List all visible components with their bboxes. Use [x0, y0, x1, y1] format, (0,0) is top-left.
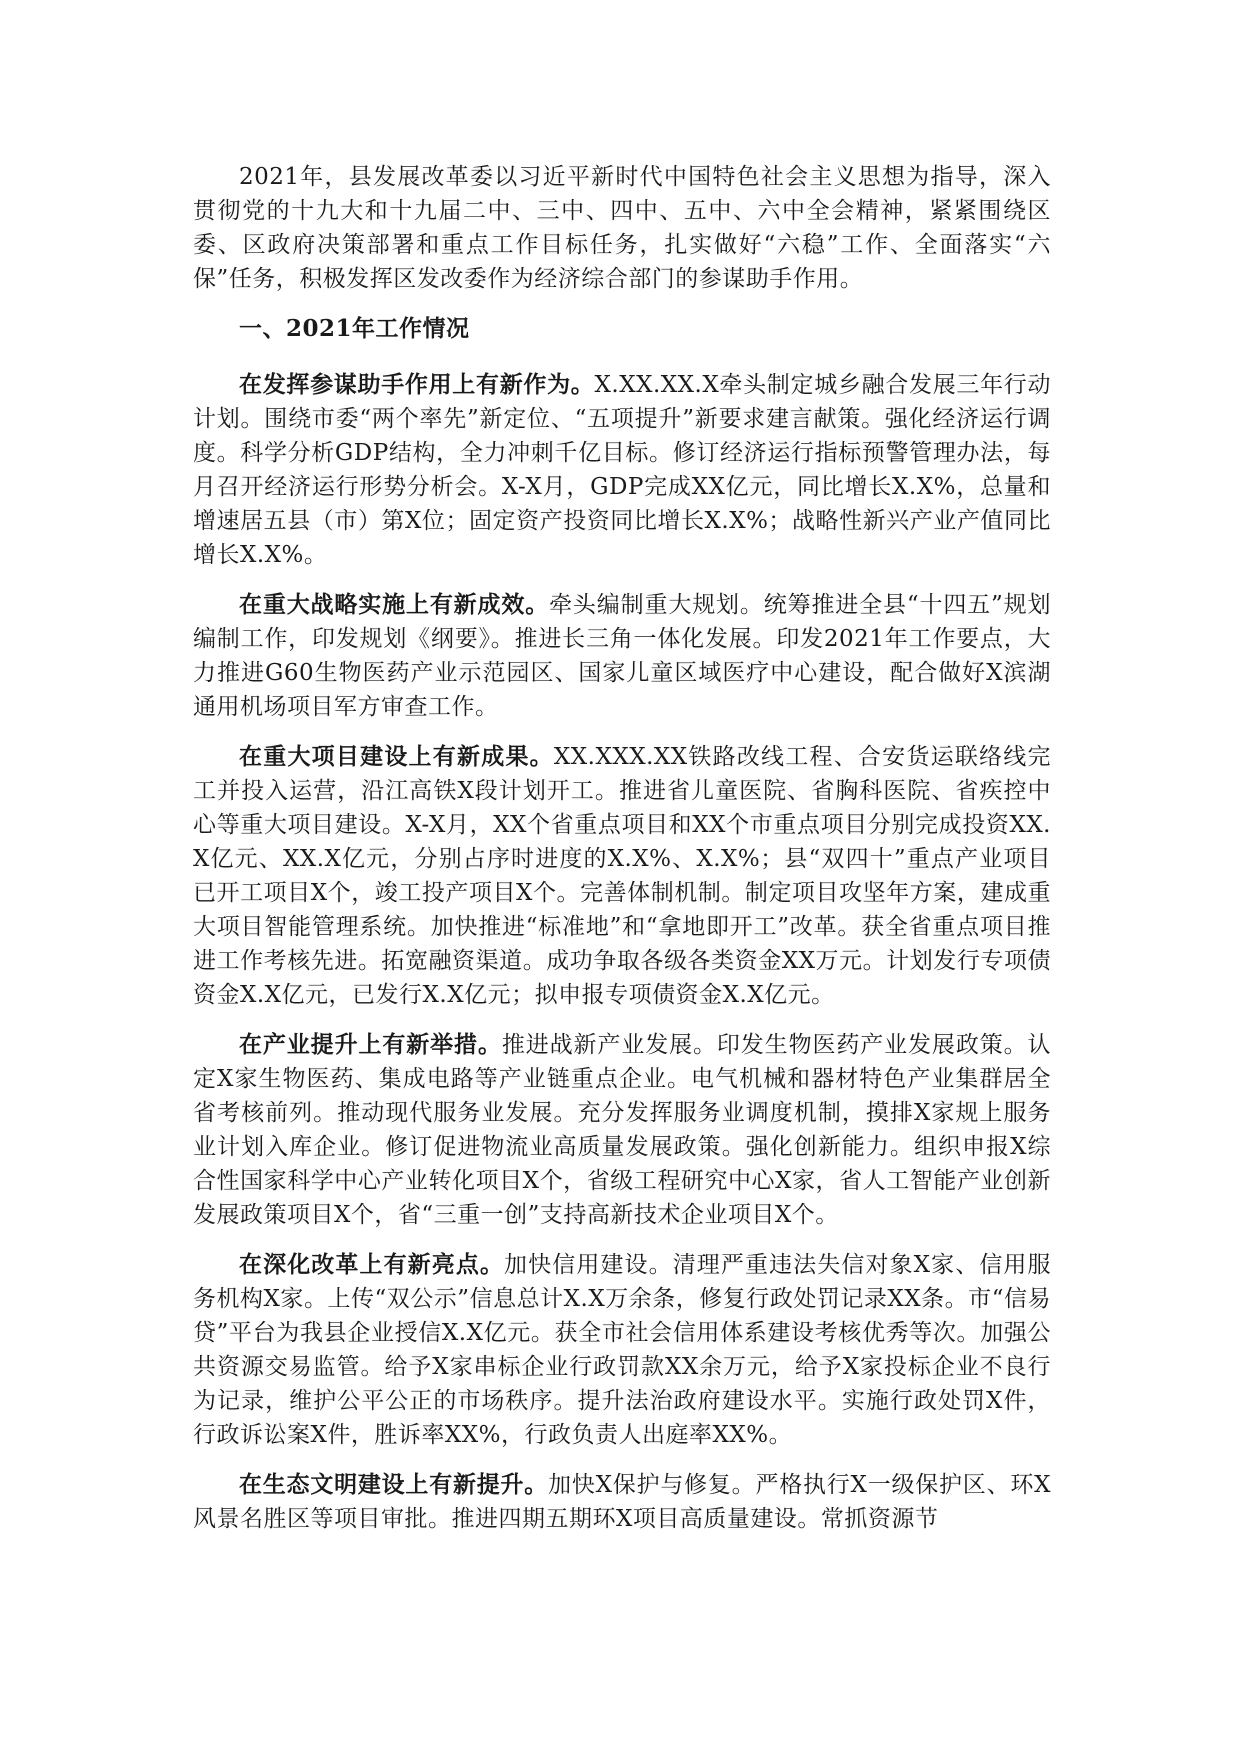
- document-page: [193, 160, 1051, 1552]
- intro-paragraph: 2021年，县发展改革委以习近平新时代中国特色社会主义思想为指导，深入贯彻党的十九大和十九届二中、三中、四中、五中、六中全会精神，紧紧围绕区委、区政府决策部署和重点工作目标任务，扎实做好“六稳”工作、全面落实“六保”任务，积极发挥区发改委作为经济综合部门的参谋助手作用。: [193, 164, 1051, 292]
- section-heading: 一、2021年工作情况: [239, 315, 470, 342]
- section-body: 加快X保护与修复。严格执行X一级保护区、环X风景名胜区等项目审批。推进四期五期环X项目高质量建设。常抓资源节: [193, 1472, 1052, 1532]
- section-body: XX.XXX.XX铁路改线工程、合安货运联络线完工并投入运营，沿江高铁X段计划开工。推进省儿童医院、省胸科医院、省疾控中心等重大项目建设。X-X月，XX个省重点项目和XX个市重点项目分别完成投资XX.X亿元、XX.X亿元，分别占序时进度的X.X%、X.X%；县“双四十”重点产业项目已开工项目X个，竣工投产项目X个。完善体制机制。制定项目攻坚年方案，建成重大项目智能管理系统。加快推进“标准地”和“拿地即开工”改革。获全省重点项目推进工作考核先进。拓宽融资渠道。成功争取各级各类资金XX万元。计划发行专项债资金X.X亿元，已发行X.X亿元；拟申报专项债资金X.X亿元。: [193, 744, 1051, 1008]
- section-body: 牵头编制重大规划。统筹推进全县“十四五”规划编制工作，印发规划《纲要》。推进长三角一体化发展。印发2021年工作要点，大力推进G60生物医药产业示范园区、国家儿童区域医疗中心建设，配合做好X滨湖通用机场项目军方审查工作。: [193, 592, 1051, 720]
- section-paragraph-advisory: [193, 368, 1051, 572]
- section-paragraph-strategy: [193, 588, 1051, 724]
- section-paragraph-industry: [193, 1028, 1051, 1232]
- section-lead: 在深化改革上有新亮点。: [239, 1251, 505, 1278]
- section-paragraph-ecology: [193, 1468, 1051, 1536]
- section-lead: 在重大战略实施上有新成效。: [239, 591, 550, 618]
- section-lead: 在重大项目建设上有新成果。: [239, 743, 554, 770]
- section-lead: 在产业提升上有新举措。: [239, 1031, 502, 1058]
- section-lead: 在生态文明建设上有新提升。: [239, 1471, 549, 1498]
- section-lead: 在发挥参谋助手作用上有新作为。: [239, 371, 595, 398]
- section-body: X.XX.XX.X牵头制定城乡融合发展三年行动计划。围绕市委“两个率先”新定位、“五项提升”新要求建言献策。强化经济运行调度。科学分析GDP结构，全力冲刺千亿目标。修订经济运行指标预警管理办法，每月召开经济运行形势分析会。X-X月，GDP完成XX亿元，同比增长X.X%，总量和增速居五县（市）第X位；固定资产投资同比增长X.X%；战略性新兴产业产值同比增长X.X%。: [193, 372, 1051, 568]
- section-paragraph-projects: [193, 740, 1051, 1012]
- section-body: 推进战新产业发展。印发生物医药产业发展政策。认定X家生物医药、集成电路等产业链重点企业。电气机械和器材特色产业集群居全省考核前列。推动现代服务业发展。充分发挥服务业调度机制，摸排X家规上服务业计划入库企业。修订促进物流业高质量发展政策。强化创新能力。组织申报X综合性国家科学中心产业转化项目X个，省级工程研究中心X家，省人工智能产业创新发展政策项目X个，省“三重一创”支持高新技术企业项目X个。: [193, 1032, 1052, 1228]
- section-paragraph-reform: [193, 1248, 1051, 1452]
- section-body: 加快信用建设。清理严重违法失信对象X家、信用服务机构X家。上传“双公示”信息总计X.X万余条，修复行政处罚记录XX条。市“信易贷”平台为我县企业授信X.X亿元。获全市社会信用体系建设考核优秀等次。加强公共资源交易监管。给予X家串标企业行政罚款XX余万元，给予X家投标企业不良行为记录，维护公平公正的市场秩序。提升法治政府建设水平。实施行政处罚X件，行政诉讼案X件，胜诉率XX%，行政负责人出庭率XX%。: [193, 1252, 1052, 1448]
